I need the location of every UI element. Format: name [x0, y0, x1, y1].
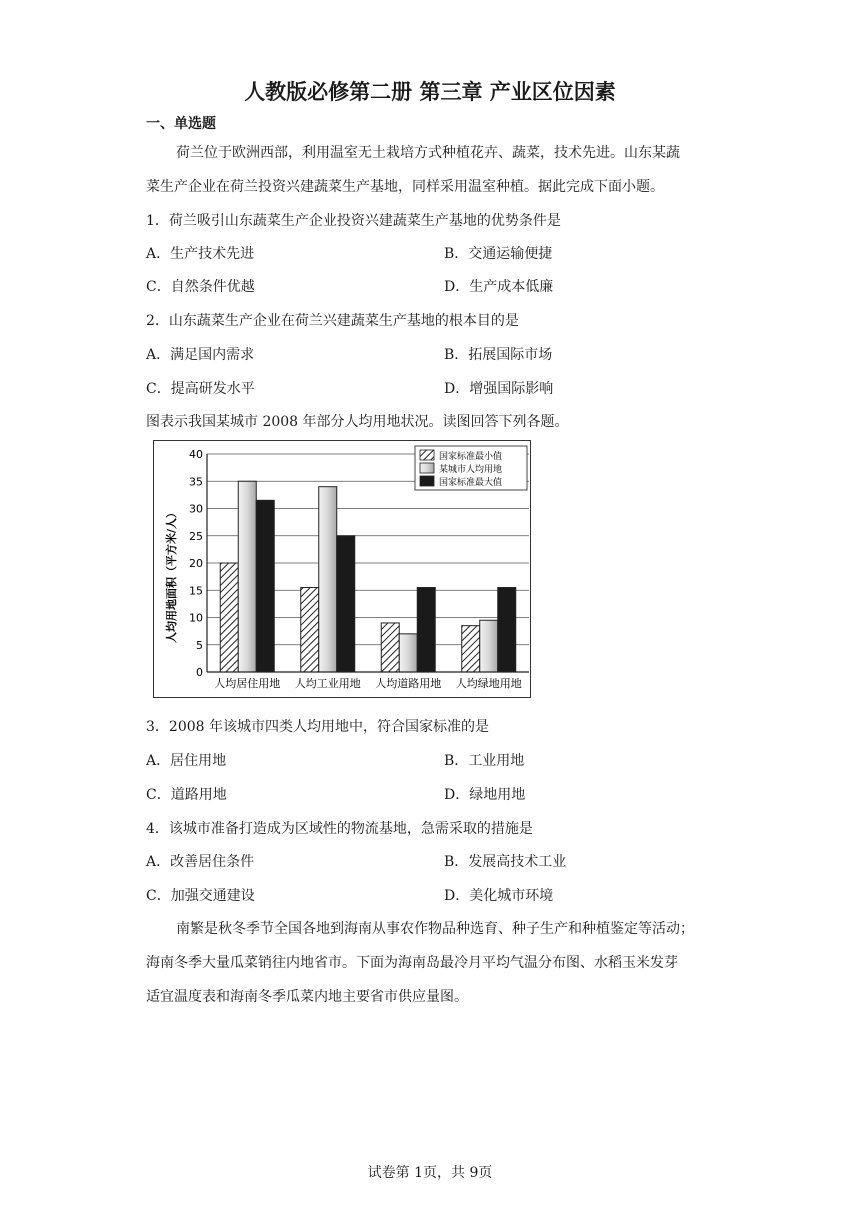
legend-swatch: [420, 463, 434, 473]
bar: [318, 486, 336, 671]
y-tick-label: 5: [195, 638, 203, 652]
question-1-stem: 1．荷兰吸引山东蔬菜生产企业投资兴建蔬菜生产基地的优势条件是: [146, 213, 561, 229]
question-4-option-d[interactable]: D．美化城市环境: [444, 888, 554, 904]
question-3-option-d[interactable]: D．绿地用地: [444, 787, 526, 803]
bar: [336, 535, 354, 671]
y-tick-label: 30: [188, 502, 203, 515]
bar: [479, 620, 497, 672]
y-tick-label: 25: [188, 529, 203, 543]
y-tick-label: 40: [188, 447, 203, 461]
y-axis-label: 人均用地面积（平方米/人）: [164, 506, 178, 643]
legend-label: 国家标准最大值: [438, 477, 502, 488]
legend-swatch: [420, 476, 434, 486]
bar-chart: [153, 440, 531, 698]
x-tick-label: 人均工业用地: [294, 676, 361, 690]
y-tick-label: 20: [188, 556, 203, 570]
x-tick-label: 人均道路用地: [374, 676, 441, 690]
question-3-option-a[interactable]: A．居住用地: [146, 753, 227, 769]
bar: [497, 587, 515, 671]
bar: [238, 481, 256, 672]
passage3-line2: 海南冬季大量瓜菜销往内地省市。下面为海南岛最冷月平均气温分布图、水稻玉米发芽: [146, 955, 678, 971]
passage1-line2: 菜生产企业在荷兰投资兴建蔬菜生产基地，同样采用温室种植。据此完成下面小题。: [146, 179, 664, 195]
x-tick-label: 人均居住用地: [213, 676, 280, 690]
y-tick-label: 0: [195, 665, 203, 679]
legend-swatch: [420, 450, 434, 460]
page-footer: 试卷第 1页，共 9页: [367, 1165, 493, 1181]
question-3-option-c[interactable]: C．道路用地: [146, 787, 227, 803]
question-2-option-a[interactable]: A．满足国内需求: [146, 347, 255, 363]
question-4-option-a[interactable]: A．改善居住条件: [146, 854, 255, 870]
question-4-stem: 4．该城市准备打造成为区域性的物流基地，急需采取的措施是: [146, 821, 533, 837]
page-title: 人教版必修第二册 第三章 产业区位因素: [244, 80, 616, 104]
x-tick-label: 人均绿地用地: [455, 676, 522, 690]
bar: [417, 587, 435, 671]
question-2-option-c[interactable]: C．提高研发水平: [146, 381, 255, 397]
question-3-stem: 3．2008 年该城市四类人均用地中，符合国家标准的是: [146, 719, 489, 735]
bar: [381, 622, 399, 671]
chart-frame: [153, 440, 531, 698]
y-tick-label: 35: [188, 474, 203, 488]
passage1-line1: 荷兰位于欧洲西部，利用温室无土栽培方式种植花卉、蔬菜，技术先进。山东某蔬: [176, 145, 680, 161]
question-4-option-b[interactable]: B．发展高技术工业: [444, 854, 567, 870]
section-heading: 一、单选题: [146, 116, 216, 132]
bar: [256, 500, 274, 672]
question-1-option-c[interactable]: C．自然条件优越: [146, 279, 255, 295]
question-2-stem: 2．山东蔬菜生产企业在荷兰兴建蔬菜生产基地的根本目的是: [146, 313, 519, 329]
y-tick-label: 15: [188, 583, 203, 597]
question-1-option-d[interactable]: D．生产成本低廉: [444, 279, 554, 295]
chart-intro: 图表示我国某城市 2008 年部分人均用地状况。读图回答下列各题。: [146, 414, 569, 430]
bar: [461, 625, 479, 671]
question-3-option-b[interactable]: B．工业用地: [444, 753, 525, 769]
bar: [399, 633, 417, 671]
y-tick-label: 10: [188, 611, 203, 624]
passage3-line1: 南繁是秋冬季节全国各地到海南从事农作物品种选育、种子生产和种植鉴定等活动；: [176, 921, 694, 937]
legend-label: 某城市人均用地: [438, 464, 502, 475]
question-1-option-a[interactable]: A．生产技术先进: [146, 246, 255, 262]
question-4-option-c[interactable]: C．加强交通建设: [146, 888, 255, 904]
question-1-option-b[interactable]: B．交通运输便捷: [444, 246, 553, 262]
passage3-line3: 适宜温度表和海南冬季瓜菜内地主要省市供应量图。: [146, 989, 468, 1005]
bar: [220, 563, 238, 672]
bar: [300, 587, 318, 671]
question-2-option-b[interactable]: B．拓展国际市场: [444, 347, 553, 363]
question-2-option-d[interactable]: D．增强国际影响: [444, 381, 554, 397]
legend-label: 国家标准最小值: [438, 451, 502, 462]
